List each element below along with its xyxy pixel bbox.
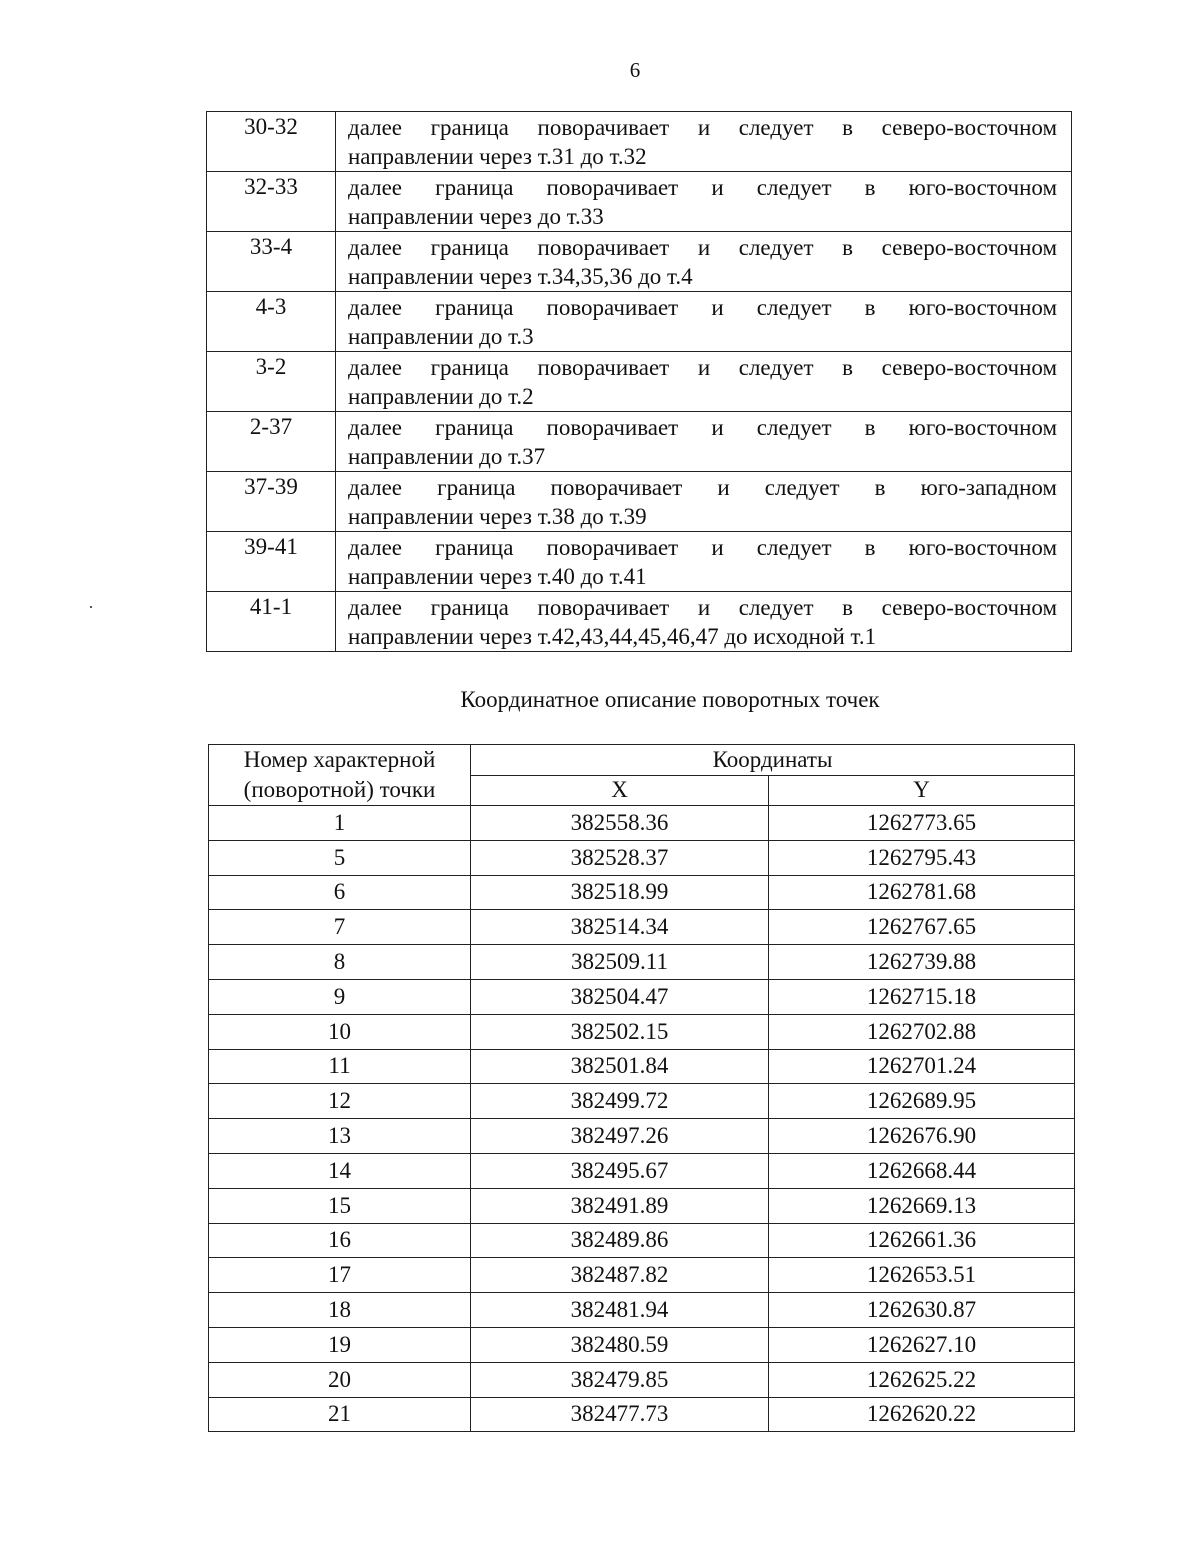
point-number-cell: 13 bbox=[209, 1119, 471, 1154]
x-coordinate-cell: 382481.94 bbox=[471, 1293, 769, 1328]
segment-label: 39-41 bbox=[207, 532, 336, 592]
table-row bbox=[209, 1223, 1075, 1258]
boundary-description-body bbox=[207, 112, 1072, 652]
segment-label: 32-33 bbox=[207, 172, 336, 232]
coordinates-table bbox=[208, 744, 1075, 1432]
x-coordinate-cell: 382479.85 bbox=[471, 1362, 769, 1397]
x-coordinate-cell: 382489.86 bbox=[471, 1223, 769, 1258]
segment-description bbox=[336, 232, 1072, 292]
table-row bbox=[209, 1084, 1075, 1119]
segment-description bbox=[336, 532, 1072, 592]
point-number-cell: 21 bbox=[209, 1397, 471, 1432]
segment-description-line1: далее граница поворачивает и следует в северо-восточном bbox=[348, 595, 1057, 620]
point-number-cell: 5 bbox=[209, 840, 471, 875]
segment-label: 4-3 bbox=[207, 292, 336, 352]
table-row bbox=[209, 1153, 1075, 1188]
x-coordinate-cell: 382497.26 bbox=[471, 1119, 769, 1154]
point-number-cell: 17 bbox=[209, 1258, 471, 1293]
segment-description-line1: далее граница поворачивает и следует в юго-восточном bbox=[348, 295, 1057, 320]
point-number-header bbox=[209, 745, 471, 806]
coordinates-title: Координатное описание поворотных точек bbox=[460, 687, 880, 712]
y-coordinate-cell: 1262625.22 bbox=[769, 1362, 1075, 1397]
segment-description bbox=[336, 112, 1072, 172]
y-coordinate-cell: 1262676.90 bbox=[769, 1119, 1075, 1154]
boundary-row bbox=[207, 532, 1072, 592]
x-coordinate-cell: 382480.59 bbox=[471, 1327, 769, 1362]
segment-description-line1: далее граница поворачивает и следует в юго-восточном bbox=[348, 415, 1057, 440]
point-number-cell: 7 bbox=[209, 910, 471, 945]
segment-description-line1: далее граница поворачивает и следует в юго-западном bbox=[348, 475, 1057, 500]
coordinates-header: Координаты bbox=[471, 745, 1075, 776]
segment-description bbox=[336, 292, 1072, 352]
table-row bbox=[209, 875, 1075, 910]
x-coordinate-cell: 382558.36 bbox=[471, 806, 769, 841]
x-coordinate-cell: 382477.73 bbox=[471, 1397, 769, 1432]
x-coordinate-cell: 382501.84 bbox=[471, 1049, 769, 1084]
point-number-cell: 9 bbox=[209, 979, 471, 1014]
y-coordinate-cell: 1262739.88 bbox=[769, 945, 1075, 980]
segment-description-line2: направлении через т.34,35,36 до т.4 bbox=[348, 264, 693, 289]
segment-description-line1: далее граница поворачивает и следует в юго-восточном bbox=[348, 175, 1057, 200]
boundary-row bbox=[207, 292, 1072, 352]
boundary-row bbox=[207, 112, 1072, 172]
boundary-row bbox=[207, 172, 1072, 232]
segment-description-line2: направлении через т.31 до т.32 bbox=[348, 144, 647, 169]
y-coordinate-cell: 1262767.65 bbox=[769, 910, 1075, 945]
x-header: X bbox=[471, 775, 769, 806]
y-coordinate-cell: 1262627.10 bbox=[769, 1327, 1075, 1362]
y-coordinate-cell: 1262630.87 bbox=[769, 1293, 1075, 1328]
boundary-row bbox=[207, 412, 1072, 472]
y-coordinate-cell: 1262668.44 bbox=[769, 1153, 1075, 1188]
table-row bbox=[209, 840, 1075, 875]
point-number-cell: 12 bbox=[209, 1084, 471, 1119]
y-coordinate-cell: 1262702.88 bbox=[769, 1014, 1075, 1049]
boundary-row bbox=[207, 592, 1072, 652]
y-coordinate-cell: 1262715.18 bbox=[769, 979, 1075, 1014]
x-coordinate-cell: 382499.72 bbox=[471, 1084, 769, 1119]
coordinates-table-body bbox=[209, 806, 1075, 1432]
boundary-row bbox=[207, 232, 1072, 292]
point-number-cell: 8 bbox=[209, 945, 471, 980]
page-number: 6 bbox=[629, 58, 641, 82]
table-row bbox=[209, 1258, 1075, 1293]
table-row bbox=[209, 979, 1075, 1014]
x-coordinate-cell: 382487.82 bbox=[471, 1258, 769, 1293]
segment-description-line1: далее граница поворачивает и следует в северо-восточном bbox=[348, 115, 1057, 140]
table-row bbox=[209, 1014, 1075, 1049]
segment-description bbox=[336, 352, 1072, 412]
table-row bbox=[209, 945, 1075, 980]
table-row bbox=[209, 1293, 1075, 1328]
segment-description-line2: направлении до т.2 bbox=[348, 384, 534, 409]
boundary-row bbox=[207, 352, 1072, 412]
boundary-row bbox=[207, 472, 1072, 532]
x-coordinate-cell: 382502.15 bbox=[471, 1014, 769, 1049]
y-coordinate-cell: 1262661.36 bbox=[769, 1223, 1075, 1258]
x-coordinate-cell: 382504.47 bbox=[471, 979, 769, 1014]
x-coordinate-cell: 382514.34 bbox=[471, 910, 769, 945]
segment-description-line1: далее граница поворачивает и следует в северо-восточном bbox=[348, 355, 1057, 380]
y-coordinate-cell: 1262795.43 bbox=[769, 840, 1075, 875]
segment-description-line1: далее граница поворачивает и следует в северо-восточном bbox=[348, 235, 1057, 260]
segment-description-line2: направлении через т.38 до т.39 bbox=[348, 504, 647, 529]
point-number-cell: 18 bbox=[209, 1293, 471, 1328]
x-coordinate-cell: 382509.11 bbox=[471, 945, 769, 980]
y-coordinate-cell: 1262689.95 bbox=[769, 1084, 1075, 1119]
segment-label: 41-1 bbox=[207, 592, 336, 652]
point-number-header-line1: Номер характерной bbox=[243, 747, 436, 772]
table-row bbox=[209, 1362, 1075, 1397]
segment-description-line2: направлении через т.42,43,44,45,46,47 до исходной т.1 bbox=[348, 624, 877, 649]
y-coordinate-cell: 1262653.51 bbox=[769, 1258, 1075, 1293]
x-coordinate-cell: 382518.99 bbox=[471, 875, 769, 910]
scan-speck bbox=[90, 606, 92, 608]
segment-label: 30-32 bbox=[207, 112, 336, 172]
point-number-cell: 20 bbox=[209, 1362, 471, 1397]
table-row bbox=[209, 806, 1075, 841]
table-row bbox=[209, 1119, 1075, 1154]
y-header: Y bbox=[769, 775, 1075, 806]
x-coordinate-cell: 382528.37 bbox=[471, 840, 769, 875]
segment-label: 33-4 bbox=[207, 232, 336, 292]
segment-description bbox=[336, 172, 1072, 232]
segment-description-line2: направлении до т.3 bbox=[348, 324, 534, 349]
segment-description-line2: направлении через т.40 до т.41 bbox=[348, 564, 647, 589]
point-number-cell: 15 bbox=[209, 1188, 471, 1223]
segment-description-line2: направлении до т.37 bbox=[348, 444, 546, 469]
x-coordinate-cell: 382491.89 bbox=[471, 1188, 769, 1223]
x-coordinate-cell: 382495.67 bbox=[471, 1153, 769, 1188]
table-row bbox=[209, 910, 1075, 945]
table-row bbox=[209, 1327, 1075, 1362]
coordinates-table-header bbox=[209, 745, 1075, 806]
y-coordinate-cell: 1262773.65 bbox=[769, 806, 1075, 841]
y-coordinate-cell: 1262781.68 bbox=[769, 875, 1075, 910]
segment-label: 3-2 bbox=[207, 352, 336, 412]
segment-description bbox=[336, 472, 1072, 532]
table-row bbox=[209, 1049, 1075, 1084]
table-row bbox=[209, 1397, 1075, 1432]
point-number-cell: 14 bbox=[209, 1153, 471, 1188]
point-number-cell: 11 bbox=[209, 1049, 471, 1084]
boundary-description-table bbox=[206, 111, 1072, 652]
point-number-cell: 19 bbox=[209, 1327, 471, 1362]
segment-description-line2: направлении через до т.33 bbox=[348, 204, 604, 229]
y-coordinate-cell: 1262620.22 bbox=[769, 1397, 1075, 1432]
point-number-header-line2: (поворотной) точки bbox=[243, 777, 436, 802]
table-row bbox=[209, 1188, 1075, 1223]
point-number-cell: 6 bbox=[209, 875, 471, 910]
segment-label: 37-39 bbox=[207, 472, 336, 532]
segment-label: 2-37 bbox=[207, 412, 336, 472]
point-number-cell: 10 bbox=[209, 1014, 471, 1049]
y-coordinate-cell: 1262701.24 bbox=[769, 1049, 1075, 1084]
segment-description-line1: далее граница поворачивает и следует в юго-восточном bbox=[348, 535, 1057, 560]
y-coordinate-cell: 1262669.13 bbox=[769, 1188, 1075, 1223]
point-number-cell: 16 bbox=[209, 1223, 471, 1258]
segment-description bbox=[336, 412, 1072, 472]
segment-description bbox=[336, 592, 1072, 652]
point-number-cell: 1 bbox=[209, 806, 471, 841]
